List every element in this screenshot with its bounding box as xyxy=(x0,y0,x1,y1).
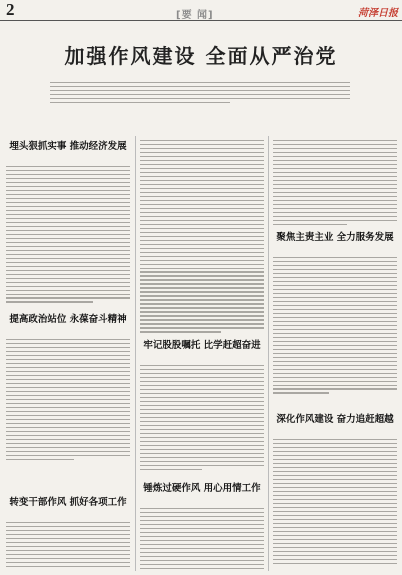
page-title: 加强作风建设 全面从严治党 xyxy=(64,44,338,68)
article-body xyxy=(6,522,130,570)
article-headline: 聚焦主责主业 全力服务发展 xyxy=(276,232,394,243)
article-headline: 牢记股股嘱托 比学赶超奋进 xyxy=(143,340,261,351)
article-body xyxy=(273,439,397,567)
article-headline: 埋头狠抓实事 推动经济发展 xyxy=(9,141,127,152)
article-body xyxy=(140,508,264,572)
article-body xyxy=(273,140,397,228)
article-body xyxy=(140,365,264,473)
article-body xyxy=(6,166,130,305)
column-divider xyxy=(268,136,269,571)
article-headline: 提高政治站位 永葆奋斗精神 xyxy=(9,314,127,325)
intro-text-block xyxy=(50,82,350,126)
article-headline: 转变干部作风 抓好各项工作 xyxy=(9,497,127,508)
article-headline: 深化作风建设 奋力追赶超越 xyxy=(276,414,394,425)
article-headline: 锤炼过硬作风 用心用情工作 xyxy=(143,483,261,494)
brand-logo: 菏泽日报 xyxy=(358,8,398,19)
page-number: 2 xyxy=(6,0,15,19)
section-label: [要 闻] xyxy=(176,10,214,21)
masthead xyxy=(0,0,402,21)
column-divider xyxy=(135,136,136,571)
article-body xyxy=(140,140,264,335)
article-body xyxy=(273,257,397,396)
article-body xyxy=(6,339,130,463)
